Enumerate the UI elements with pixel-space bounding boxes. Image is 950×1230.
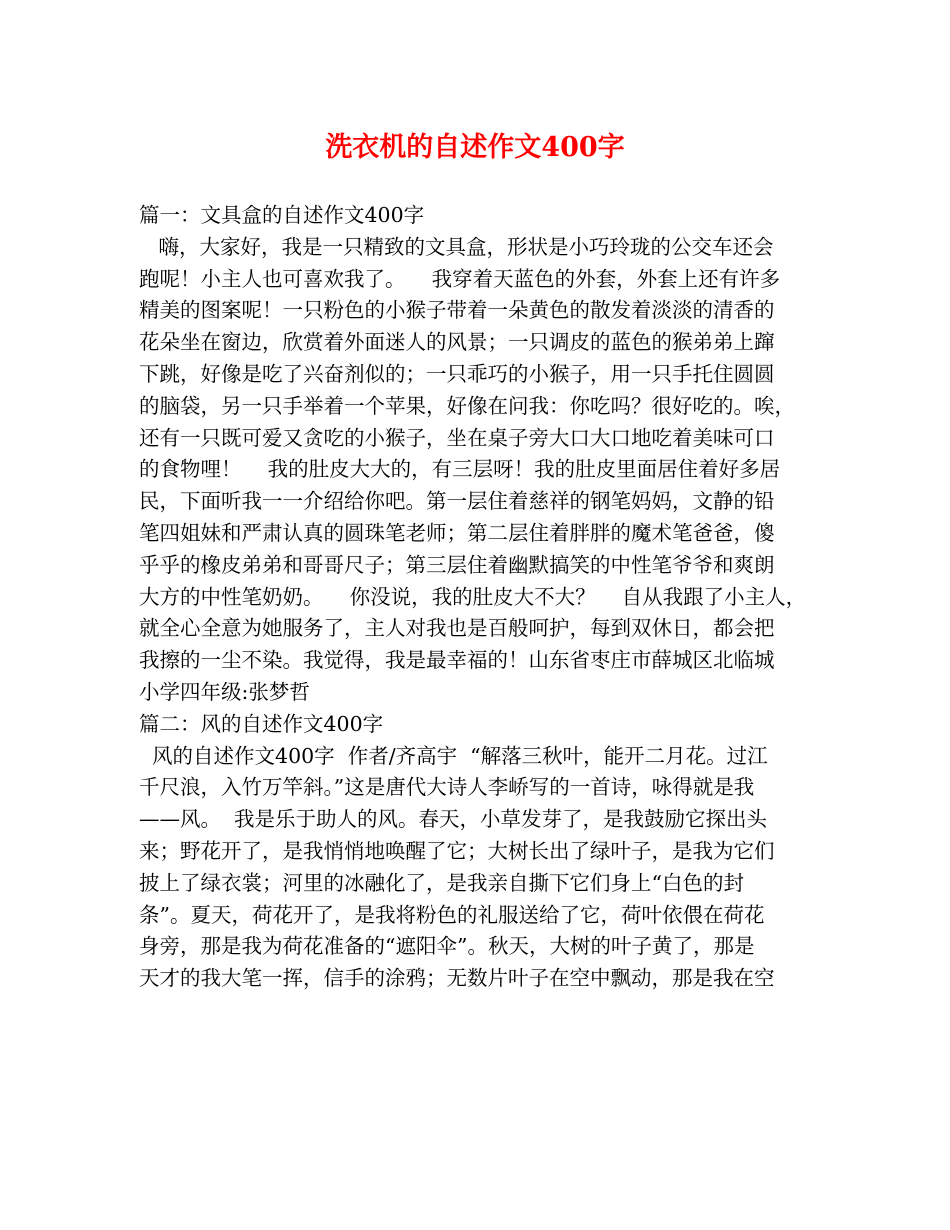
- text-line: 精美的图案呢！一只粉色的小猴子带着一朵黄色的散发着淡淡的清香的: [139, 298, 775, 323]
- text-line: 小学四年级:张梦哲: [139, 679, 310, 704]
- text-line: 的食物哩！ 我的肚皮大大的，有三层呀！我的肚皮里面居住着好多居: [139, 457, 781, 482]
- text-line: 披上了绿衣裳；河里的冰融化了，是我亲自撕下它们身上“白色的封: [139, 870, 744, 895]
- text-line: 来；野花开了，是我悄悄地唤醒了它；大树长出了绿叶子，是我为它们: [139, 838, 775, 863]
- text-line: 笔四姐妹和严肃认真的圆珠笔老师；第二层住着胖胖的魔术笔爸爸，傻: [139, 520, 775, 545]
- text-line: 跑呢！小主人也可喜欢我了。 我穿着天蓝色的外套，外套上还有许多: [139, 266, 781, 291]
- text-line: 花朵坐在窗边，欣赏着外面迷人的风景；一只调皮的蓝色的猴弟弟上蹿: [139, 330, 775, 355]
- text-line: 篇二：风的自述作文400字: [139, 711, 384, 736]
- document-title: 洗衣机的自述作文400字: [325, 132, 625, 163]
- text-line: 大方的中性笔奶奶。 你没说，我的肚皮大不大？ 自从我跟了小主人，: [139, 584, 807, 609]
- text-line: 的脑袋，另一只手举着一个苹果，好像在问我：你吃吗？很好吃的。唉，: [139, 393, 795, 418]
- document-body: [139, 200, 819, 995]
- text-line: 身旁，那是我为荷花准备的“遮阳伞”。秋天，大树的叶子黄了，那是: [139, 934, 755, 959]
- text-line: 民，下面听我一一介绍给你吧。第一层住着慈祥的钢笔妈妈，文静的铅: [139, 489, 775, 514]
- text-line: 还有一只既可爱又贪吃的小猴子，坐在桌子旁大口大口地吃着美味可口: [139, 425, 775, 450]
- text-line: 千尺浪，入竹万竿斜。”这是唐代大诗人李峤写的一首诗，咏得就是我: [139, 775, 755, 800]
- text-line: 嗨，大家好，我是一只精致的文具盒，形状是小巧玲珑的公交车还会: [139, 234, 774, 259]
- text-line: 天才的我大笔一挥，信手的涂鸦；无数片叶子在空中飘动，那是我在空: [139, 966, 775, 991]
- text-line: 风的自述作文400字 作者/齐高宇 “解落三秋叶，能开二月花。过江: [139, 743, 768, 768]
- text-line: 乎乎的橡皮弟弟和哥哥尺子；第三层住着幽默搞笑的中性笔爷爷和爽朗: [139, 552, 775, 577]
- text-line: 下跳，好像是吃了兴奋剂似的；一只乖巧的小猴子，用一只手托住圆圆: [139, 361, 775, 386]
- text-line: 篇一：文具盒的自述作文400字: [139, 203, 425, 227]
- text-line: 我擦的一尘不染。我觉得，我是最幸福的！山东省枣庄市薛城区北临城: [139, 648, 775, 673]
- text-line: 就全心全意为她服务了，主人对我也是百般呵护，每到双休日，都会把: [139, 616, 775, 641]
- text-line: 条”。夏天，荷花开了，是我将粉色的礼服送给了它，荷叶依偎在荷花: [139, 902, 765, 927]
- text-line: ——风。 我是乐于助人的风。春天，小草发芽了，是我鼓励它探出头: [139, 807, 768, 832]
